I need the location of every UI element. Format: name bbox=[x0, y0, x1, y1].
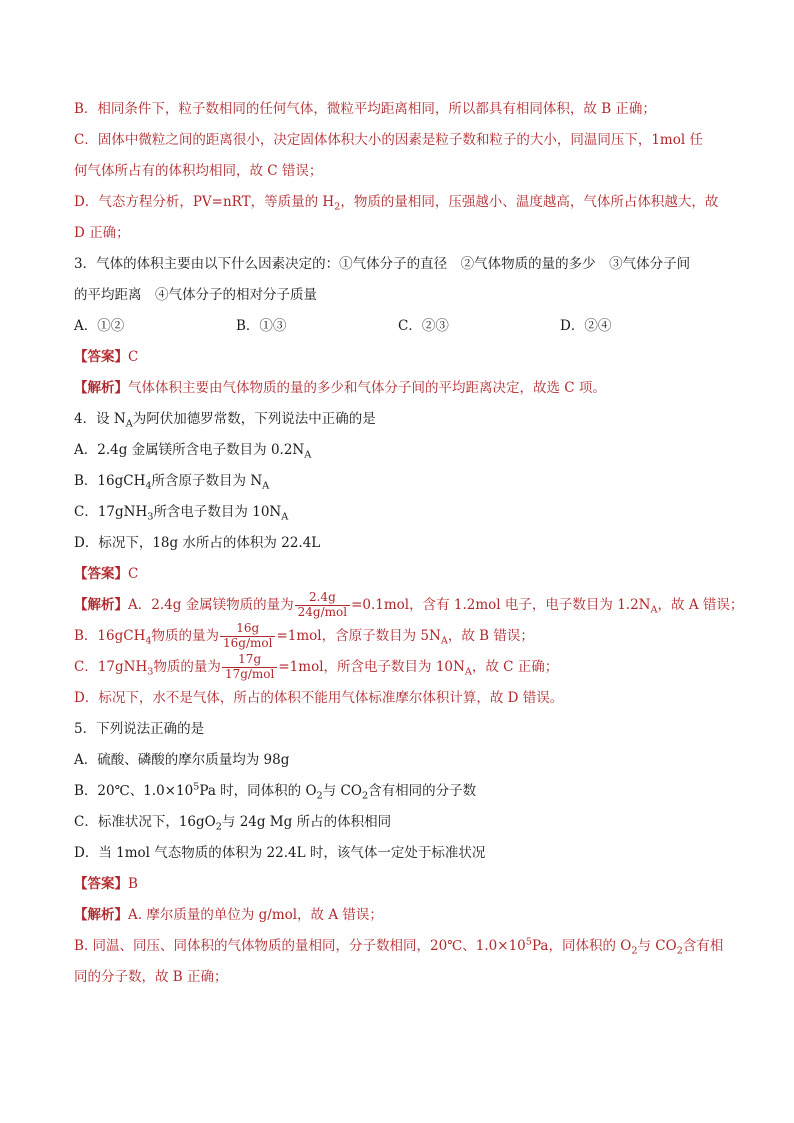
analysis-label: 【解析】 bbox=[74, 597, 128, 613]
q3-option-d: D．②④ bbox=[560, 318, 612, 334]
q3-option-b: B．①③ bbox=[236, 318, 287, 334]
q2-analysis-d-line2: D 正确； bbox=[74, 225, 130, 241]
q3-options bbox=[74, 311, 722, 342]
analysis-label: 【解析】 bbox=[74, 907, 128, 923]
q4-option-c: C．17gNH$_3$所含电子数目为 $10N_A$ bbox=[74, 504, 289, 523]
q4-answer: 【答案】C bbox=[74, 566, 139, 582]
q3-analysis: 【解析】气体体积主要由气体物质的量的多少和气体分子间的平均距离决定，故选 C 项。 bbox=[74, 380, 606, 396]
fraction: $\frac{16g}{\text{16g/mol}}$ bbox=[220, 622, 275, 651]
q2-analysis-c-line2: 何气体所占有的体积均相同，故 C 错误； bbox=[74, 163, 323, 179]
analysis-label: 【解析】 bbox=[74, 380, 128, 396]
q3-stem-line2: 的平均距离 ④气体分子的相对分子质量 bbox=[74, 287, 317, 303]
answer-label: 【答案】 bbox=[74, 566, 128, 582]
q4-analysis-c: C．17gNH$_3$物质的量为 $\frac{17g}{\text{17g/mol}}$ =1mol，所含电子数目为 $10N_A$，故 C 正确； bbox=[74, 652, 559, 681]
q2-analysis-b: B．相同条件下，粒子数相同的任何气体，微粒平均距离相同，所以都具有相同体积，故 B 正确； bbox=[74, 101, 656, 117]
q5-analysis-a: 【解析】A. 摩尔质量的单位为 g/mol，故 A 错误； bbox=[74, 907, 383, 923]
q2-analysis-c-line1: C．固体中微粒之间的距离很小，决定固体体积大小的因素是粒子数和粒子的大小，同温同压下，1mol 任 bbox=[74, 132, 703, 148]
q5-stem: 5．下列说法正确的是 bbox=[74, 721, 205, 737]
q4-analysis-d: D．标况下，水不是气体，所占的体积不能用气体标准摩尔体积计算，故 D 错误。 bbox=[74, 690, 564, 706]
fraction: $\frac{2.4g}{\text{24g/mol}}$ bbox=[295, 591, 350, 620]
q2-analysis-d-line1: D．气态方程分析，PV=nRT，等质量的 $H_2$，物质的量相同，压强越小、温度越高，气体所占体积越大，故 bbox=[74, 194, 719, 213]
q5-option-c: C．标准状况下，$16gO_2$与 24g Mg 所占的体积相同 bbox=[74, 814, 392, 833]
q4-stem: 4．设 $N_A$为阿伏加德罗常数，下列说法中正确的是 bbox=[74, 411, 376, 430]
fraction: $\frac{17g}{\text{17g/mol}}$ bbox=[222, 653, 277, 682]
q3-option-c: C．②③ bbox=[398, 318, 449, 334]
q3-option-a: A．①② bbox=[74, 318, 125, 334]
q5-analysis-b-line1: B. 同温、同压、同体积的气体物质的量相同，分子数相同，20℃、$1.0\times 10^5Pa$，同体积的 $O_2$与 $CO_2$含有相 bbox=[74, 936, 724, 957]
q4-analysis-a: 【解析】A．2.4g 金属镁物质的量为 $\frac{2.4g}{\text{24g/mol}}$ =0.1mol，含有 1.2mol 电子，电子数目为 $1.2N_A$，故 A 错误； bbox=[74, 590, 744, 619]
q5-analysis-b-line2: 同的分子数，故 B 正确； bbox=[74, 969, 228, 985]
q4-analysis-b: B．16gCH$_4$物质的量为 $\frac{16g}{\text{16g/mol}}$ =1mol，含原子数目为 $5N_A$，故 B 错误； bbox=[74, 621, 534, 650]
q5-answer: 【答案】B bbox=[74, 876, 138, 892]
document-page bbox=[74, 94, 744, 993]
q5-option-b: B．20℃、$1.0\times 10^5Pa$ 时，同体积的 $O_2$与 $CO_2$含有相同的分子数 bbox=[74, 781, 477, 802]
q4-option-b: B．16gCH$_4$所含原子数目为 $N_A$ bbox=[74, 473, 270, 492]
answer-label: 【答案】 bbox=[74, 876, 128, 892]
q5-option-d: D．当 1mol 气态物质的体积为 22.4L 时，该气体一定处于标准状况 bbox=[74, 845, 486, 861]
q4-option-a: A．2.4g 金属镁所含电子数目为 $0.2N_A$ bbox=[74, 442, 312, 461]
q3-answer: 【答案】C bbox=[74, 349, 139, 365]
q5-option-a: A．硫酸、磷酸的摩尔质量均为 98g bbox=[74, 752, 290, 768]
q3-stem-line1: 3．气体的体积主要由以下什么因素决定的：①气体分子的直径 ②气体物质的量的多少 ③气体分子间 bbox=[74, 256, 691, 272]
q4-option-d: D．标况下，18g 水所占的体积为 22.4L bbox=[74, 535, 321, 551]
answer-label: 【答案】 bbox=[74, 349, 128, 365]
